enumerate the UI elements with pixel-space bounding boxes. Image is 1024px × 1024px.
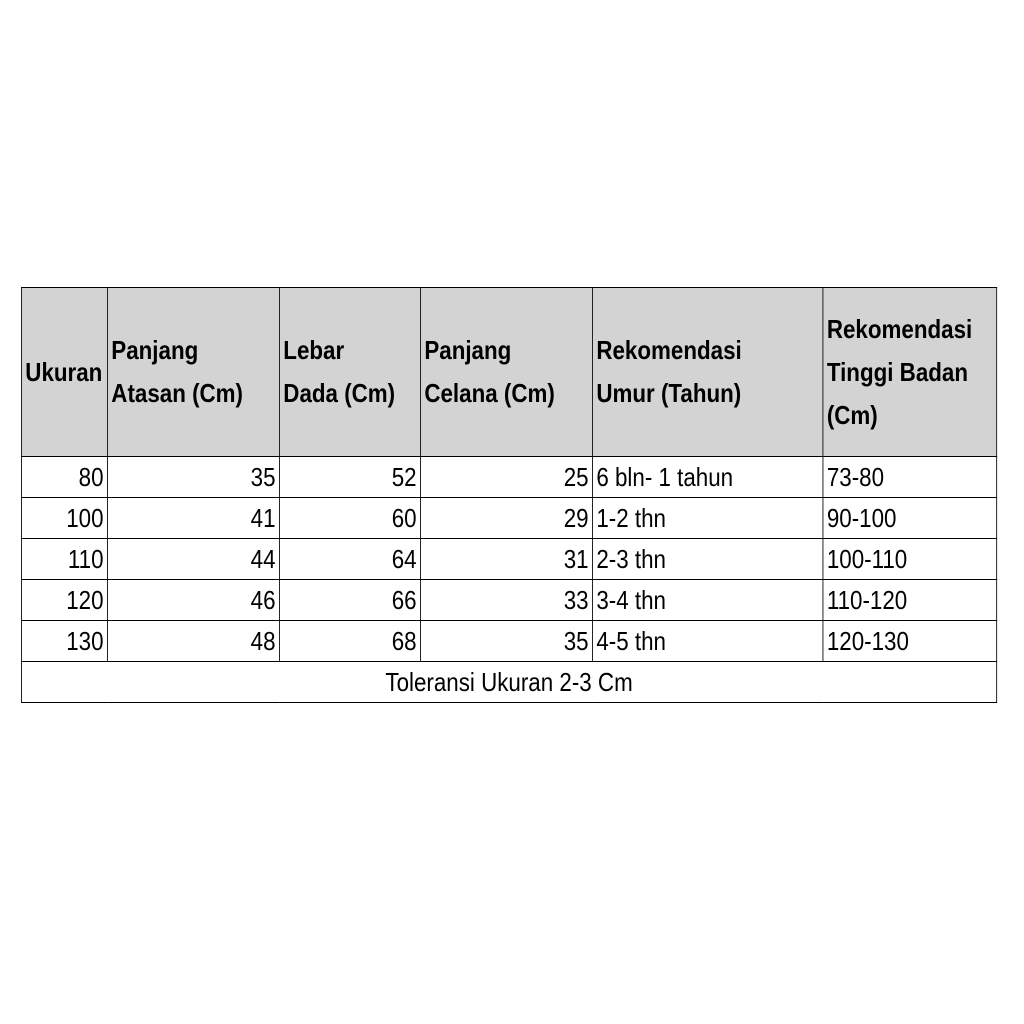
header-panjang-atasan-line2: Atasan (Cm) xyxy=(111,378,244,408)
header-rekomendasi-tinggi-line1: Rekomendasi xyxy=(826,313,973,344)
header-row xyxy=(21,288,996,457)
cell-rekomendasi-tinggi: 110-120 xyxy=(823,580,997,621)
cell-panjang-atasan: 44 xyxy=(107,539,279,580)
cell-rekomendasi-tinggi: 73-80 xyxy=(823,457,997,498)
header-lebar-dada-line2: Dada (Cm) xyxy=(283,378,396,408)
header-ukuran-text: Ukuran xyxy=(25,356,103,387)
header-panjang-atasan xyxy=(107,288,279,457)
footer-row xyxy=(21,662,996,703)
cell-ukuran: 100 xyxy=(21,498,107,539)
cell-panjang-celana: 33 xyxy=(420,580,592,621)
cell-lebar-dada: 64 xyxy=(279,539,420,580)
cell-rekomendasi-tinggi: 100-110 xyxy=(823,539,997,580)
cell-ukuran: 110 xyxy=(21,539,107,580)
cell-lebar-dada: 68 xyxy=(279,621,420,662)
cell-rekomendasi-tinggi: 90-100 xyxy=(823,498,997,539)
cell-ukuran: 130 xyxy=(21,621,107,662)
cell-lebar-dada: 60 xyxy=(279,498,420,539)
cell-panjang-atasan: 48 xyxy=(107,621,279,662)
table-row xyxy=(21,498,996,539)
cell-rekomendasi-umur: 1-2 thn xyxy=(592,498,822,539)
header-rekomendasi-tinggi-line2: Tinggi Badan xyxy=(826,356,969,387)
header-rekomendasi-umur-line1: Rekomendasi xyxy=(596,335,742,365)
header-rekomendasi-tinggi xyxy=(823,288,997,457)
cell-lebar-dada: 52 xyxy=(279,457,420,498)
size-chart-table xyxy=(21,287,997,703)
table-body xyxy=(21,457,996,703)
header-panjang-celana-line2: Celana (Cm) xyxy=(424,378,555,408)
cell-panjang-celana: 29 xyxy=(420,498,592,539)
header-lebar-dada-line1: Lebar xyxy=(283,335,345,365)
table-header xyxy=(21,288,996,457)
table-row xyxy=(21,457,996,498)
tolerance-note: Toleransi Ukuran 2-3 Cm xyxy=(21,662,996,703)
header-panjang-celana-line1: Panjang xyxy=(424,335,512,365)
cell-panjang-celana: 35 xyxy=(420,621,592,662)
header-panjang-celana xyxy=(420,288,592,457)
header-rekomendasi-umur-line2: Umur (Tahun) xyxy=(596,378,742,408)
table-row xyxy=(21,580,996,621)
cell-rekomendasi-umur: 4-5 thn xyxy=(592,621,822,662)
cell-lebar-dada: 66 xyxy=(279,580,420,621)
cell-rekomendasi-umur: 6 bln- 1 tahun xyxy=(592,457,822,498)
header-rekomendasi-umur xyxy=(592,288,822,457)
cell-ukuran: 120 xyxy=(21,580,107,621)
cell-panjang-atasan: 41 xyxy=(107,498,279,539)
header-panjang-atasan-line1: Panjang xyxy=(111,335,199,365)
cell-panjang-atasan: 35 xyxy=(107,457,279,498)
table-row xyxy=(21,621,996,662)
cell-rekomendasi-umur: 2-3 thn xyxy=(592,539,822,580)
cell-panjang-celana: 25 xyxy=(420,457,592,498)
header-ukuran xyxy=(21,288,107,457)
header-lebar-dada xyxy=(279,288,420,457)
cell-rekomendasi-umur: 3-4 thn xyxy=(592,580,822,621)
cell-rekomendasi-tinggi: 120-130 xyxy=(823,621,997,662)
cell-ukuran: 80 xyxy=(21,457,107,498)
cell-panjang-atasan: 46 xyxy=(107,580,279,621)
table-row xyxy=(21,539,996,580)
header-rekomendasi-tinggi-line3: (Cm) xyxy=(826,399,878,430)
cell-panjang-celana: 31 xyxy=(420,539,592,580)
